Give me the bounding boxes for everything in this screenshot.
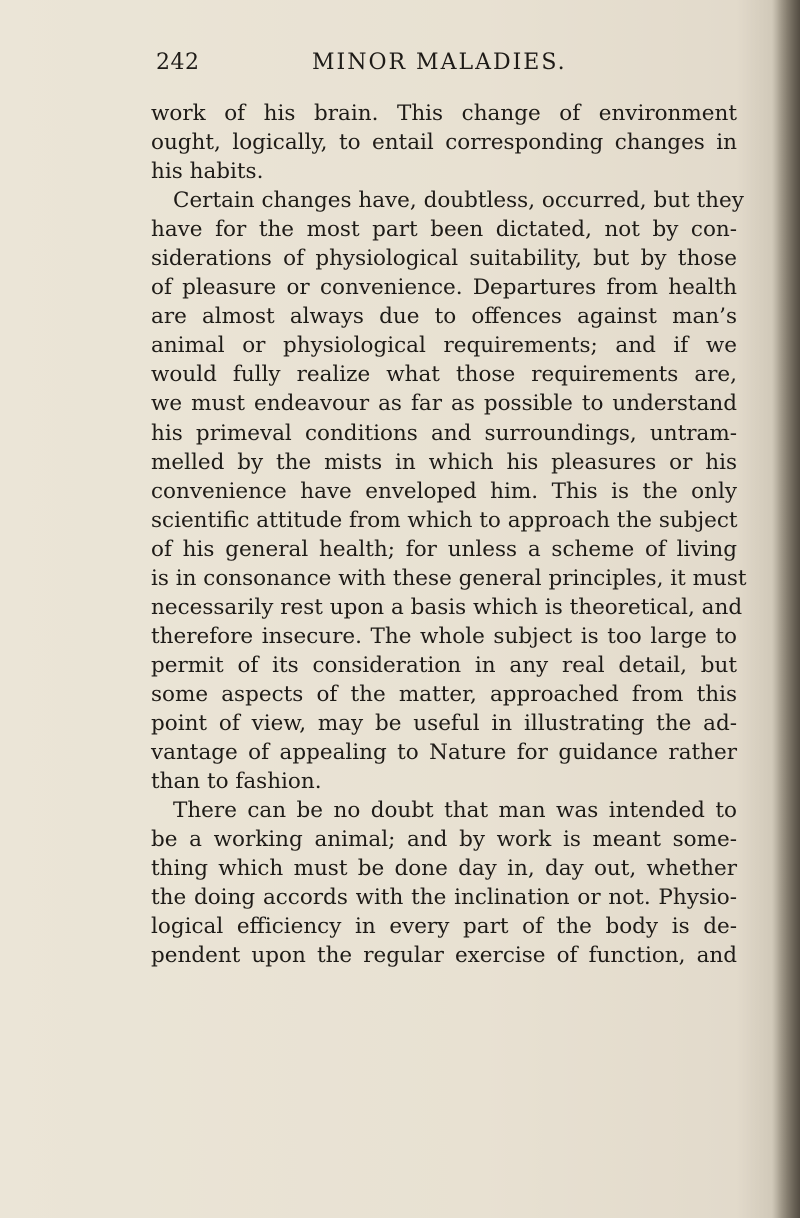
text-line: his habits. bbox=[151, 159, 264, 185]
text-line: animal or physiological requirements; and if we bbox=[151, 333, 737, 359]
text-line: convenience have enveloped him. This is the only bbox=[151, 478, 737, 504]
text-line: pendent upon the regular exercise of function, and bbox=[151, 943, 737, 969]
text-line: ought, logically, to entail corresponding changes in bbox=[151, 130, 737, 156]
text-line: therefore insecure. The whole subject is too large to bbox=[151, 623, 737, 649]
text-line: point of view, may be useful in illustrating the ad- bbox=[151, 710, 737, 736]
text-line: would fully realize what those requirements are, bbox=[151, 362, 737, 388]
page-header bbox=[150, 50, 630, 80]
text-line: vantage of appealing to Nature for guidance rather bbox=[151, 740, 737, 766]
text-line: siderations of physiological suitability, but by those bbox=[151, 246, 737, 272]
text-line: the doing accords with the inclination or not. Physio- bbox=[151, 885, 737, 911]
text-line: of pleasure or convenience. Departures from health bbox=[151, 275, 737, 301]
text-line: be a working animal; and by work is meant some- bbox=[151, 827, 737, 853]
running-head: MINOR MALADIES. bbox=[312, 50, 567, 75]
text-line: There can be no doubt that man was intended to bbox=[173, 798, 737, 824]
text-line: is in consonance with these general principles, it must bbox=[151, 565, 747, 591]
text-line: have for the most part been dictated, not by con- bbox=[151, 217, 737, 243]
text-line: logical efficiency in every part of the body is de- bbox=[151, 914, 737, 940]
text-line: permit of its consideration in any real detail, but bbox=[151, 652, 737, 678]
text-line: his primeval conditions and surroundings, untram- bbox=[151, 420, 737, 446]
text-line: Certain changes have, doubtless, occurred, but they bbox=[173, 188, 744, 214]
text-line: are almost always due to offences against man’s bbox=[151, 304, 737, 330]
text-line: thing which must be done day in, day out, whether bbox=[151, 856, 737, 882]
text-line: melled by the mists in which his pleasures or his bbox=[151, 449, 737, 475]
page-edge-shadow bbox=[772, 0, 800, 1218]
text-line: of his general health; for unless a scheme of living bbox=[151, 536, 737, 562]
text-line: necessarily rest upon a basis which is theoretical, and bbox=[151, 594, 743, 620]
body-text bbox=[151, 99, 747, 970]
text-line: scientific attitude from which to approach the subject bbox=[151, 507, 738, 533]
text-line: we must endeavour as far as possible to understand bbox=[151, 391, 737, 417]
page-number: 242 bbox=[156, 50, 200, 75]
text-line: than to fashion. bbox=[151, 769, 322, 795]
text-line: some aspects of the matter, approached from this bbox=[151, 681, 737, 707]
text-line: work of his brain. This change of environment bbox=[151, 101, 737, 126]
